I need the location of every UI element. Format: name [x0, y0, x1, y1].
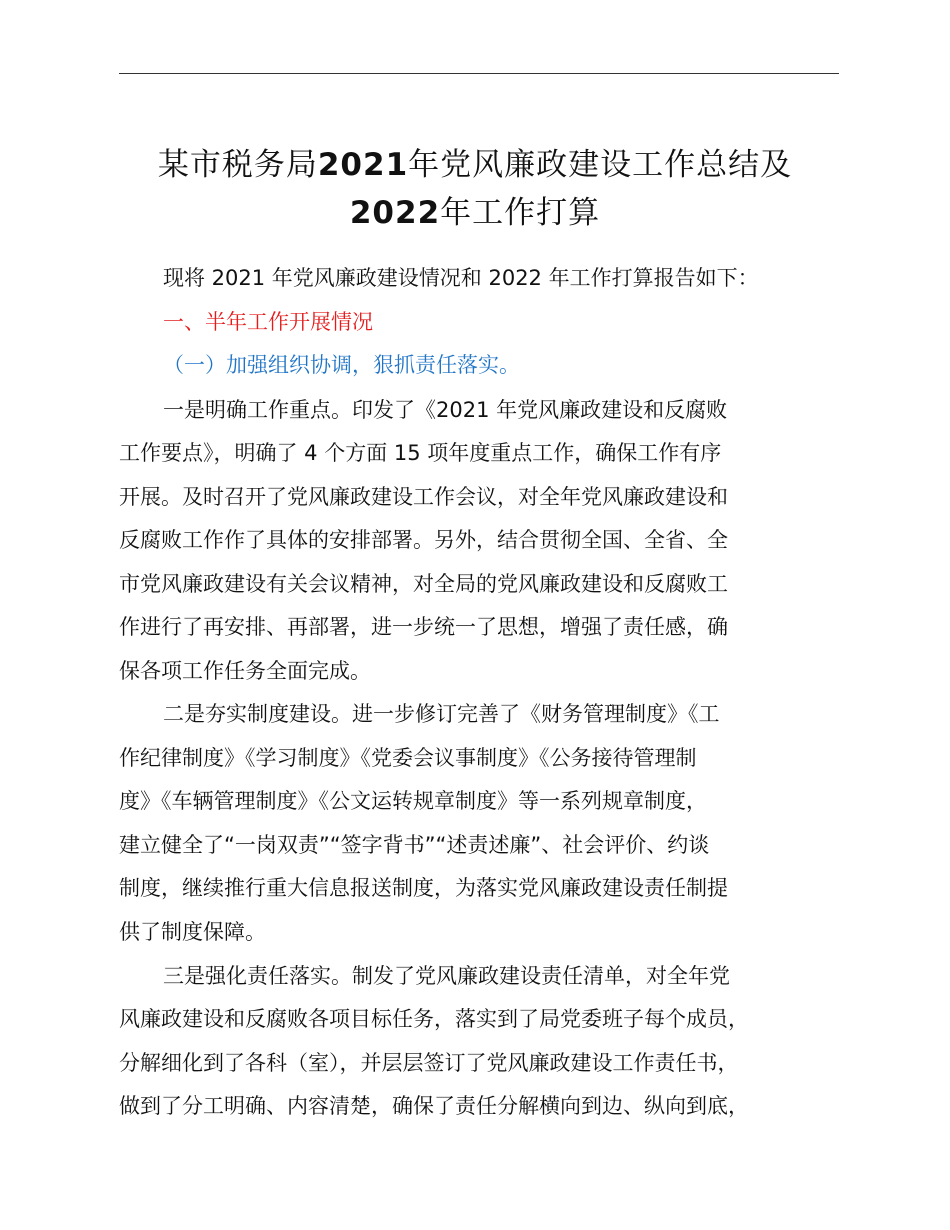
paragraph-line: 建立健全了“一岗双责”“签字背书”“述责述廉”、社会评价、约谈 — [119, 833, 710, 857]
header-rule — [119, 73, 839, 74]
paragraph-line: 制度，继续推行重大信息报送制度，为落实党风廉政建设责任制提 — [119, 876, 728, 900]
paragraph-line: 供了制度保障。 — [119, 920, 266, 944]
paragraph-line: 一是明确工作重点。印发了《2021 年党风廉政建设和反腐败 — [163, 398, 728, 422]
paragraph-line: 风廉政建设和反腐败各项目标任务，落实到了局党委班子每个成员， — [119, 1007, 749, 1031]
paragraph-line: 工作要点》，明确了 4 个方面 15 项年度重点工作，确保工作有序 — [119, 441, 722, 465]
section-heading: 一、半年工作开展情况 — [163, 310, 373, 334]
paragraph-line: 作进行了再安排、再部署，进一步统一了思想，增强了责任感，确 — [119, 615, 728, 639]
document-title-line-2: 2022年工作打算 — [349, 195, 601, 231]
paragraph-line: 度》《车辆管理制度》《公文运转规章制度》等一系列规章制度， — [119, 789, 707, 813]
paragraph-line: 分解细化到了各科（室），并层层签订了党风廉政建设工作责任书， — [119, 1051, 739, 1075]
intro-paragraph: 现将 2021 年党风廉政建设情况和 2022 年工作打算报告如下： — [163, 266, 759, 290]
document-title-line-1: 某市税务局2021年党风廉政建设工作总结及 — [157, 147, 793, 183]
paragraph-line: 开展。及时召开了党风廉政建设工作会议，对全年党风廉政建设和 — [119, 485, 728, 509]
paragraph-line: 做到了分工明确、内容清楚，确保了责任分解横向到边、纵向到底， — [119, 1094, 749, 1118]
paragraph-line: 三是强化责任落实。制发了党风廉政建设责任清单，对全年党 — [163, 964, 730, 988]
paragraph-line: 反腐败工作作了具体的安排部署。另外，结合贯彻全国、全省、全 — [119, 528, 728, 552]
paragraph-line: 保各项工作任务全面完成。 — [119, 659, 371, 683]
subsection-heading: （一）加强组织协调，狠抓责任落实。 — [163, 353, 520, 377]
paragraph-line: 作纪律制度》《学习制度》《党委会议事制度》《公务接待管理制 — [119, 746, 697, 770]
paragraph-line: 二是夯实制度建设。进一步修订完善了《财务管理制度》《工 — [163, 702, 720, 726]
paragraph-line: 市党风廉政建设有关会议精神，对全局的党风廉政建设和反腐败工 — [119, 572, 728, 596]
